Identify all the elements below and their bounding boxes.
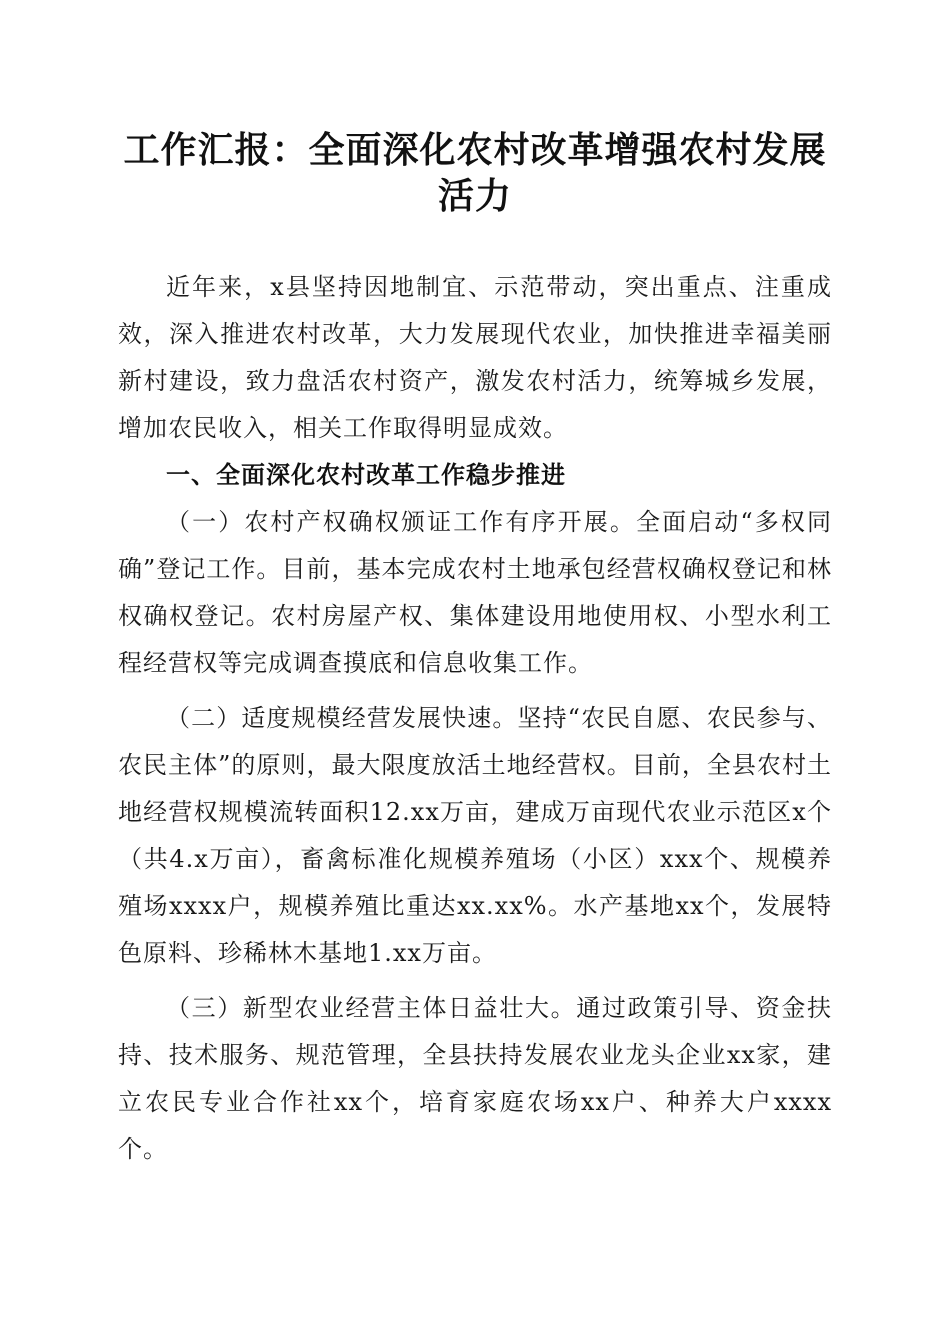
document-title: 工作汇报：全面深化农村改革增强农村发展活力 (123, 130, 827, 217)
section-heading: 一、全面深化农村改革工作稳步推进 (166, 461, 566, 489)
sub-paragraph-1: （一）农村产权确权颁证工作有序开展。全面启动“多权同确”登记工作。目前，基本完成农村土地承包经营权确权登记和林权确权登记。农村房屋产权、集体建设用地使用权、小型水利工程经营权等完成调查摸底和信息收集工作。 (118, 508, 832, 677)
intro-paragraph: 近年来，x县坚持因地制宜、示范带动，突出重点、注重成效，深入推进农村改革，大力发展现代农业，加快推进幸福美丽新村建设，致力盘活农村资产，激发农村活力，统筹城乡发展，增加农民收入，相关工作取得明显成效。 (118, 273, 832, 442)
sub-paragraph-3: （三）新型农业经营主体日益壮大。通过政策引导、资金扶持、技术服务、规范管理，全县扶持发展农业龙头企业xx家，建立农民专业合作社xx个，培育家庭农场xx户、种养大户xxxx个。 (118, 994, 832, 1163)
document-body (118, 264, 832, 1173)
sub-paragraph-2: （二）适度规模经营发展快速。坚持“农民自愿、农民参与、农民主体”的原则，最大限度放活土地经营权。目前，全县农村土地经营权规模流转面积12.xx万亩，建成万亩现代农业示范区x个（共4.x万亩），畜禽标准化规模养殖场（小区）xxx个、规模养殖场xxxx户，规模养殖比重达xx.xx%。水产基地xx个，发展特色原料、珍稀林木基地1.xx万亩。 (118, 704, 832, 967)
